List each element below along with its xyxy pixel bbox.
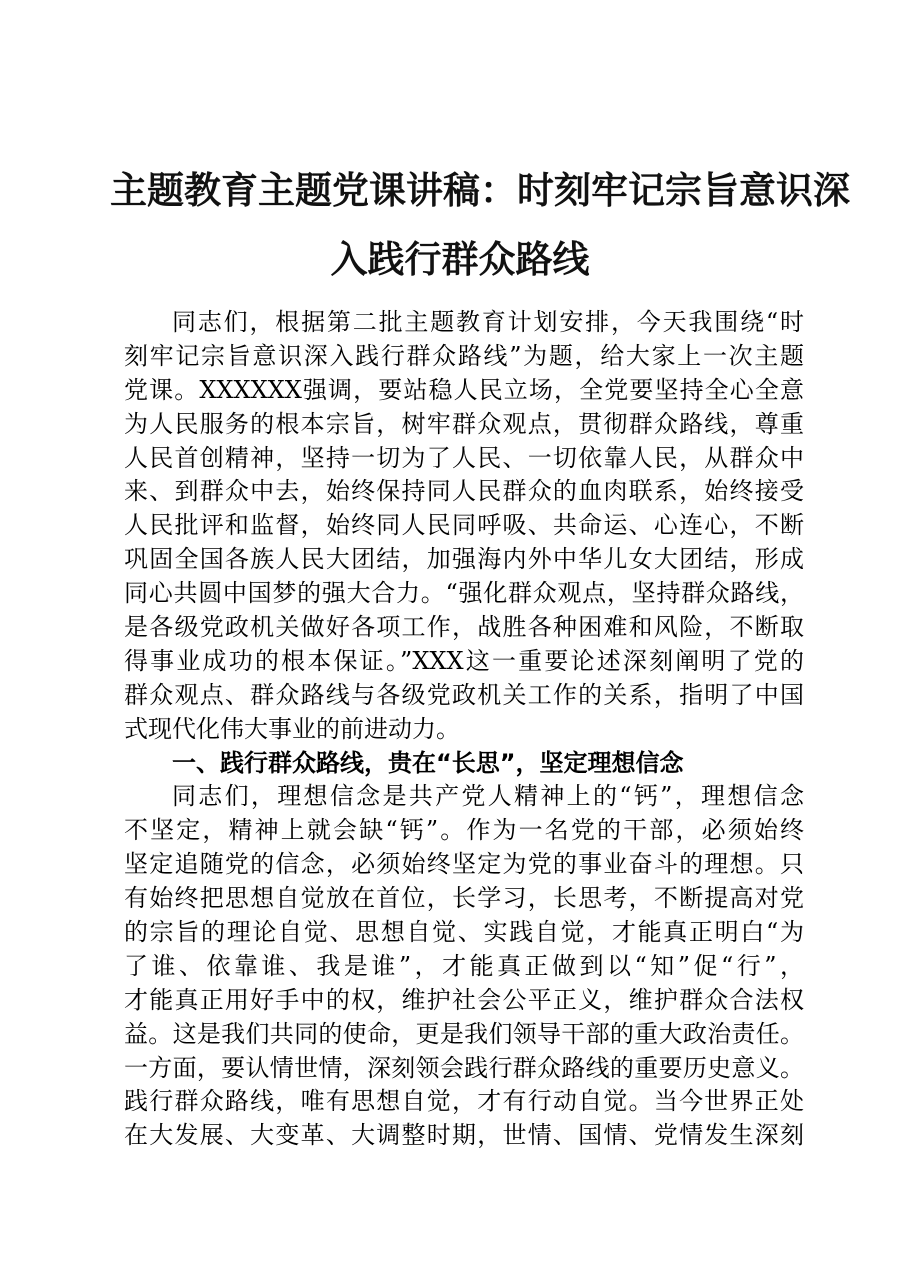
paragraph-line: 同志们，理想信念是共产党人精神上的“钙”，理想信念: [172, 782, 804, 811]
paragraph-line: 为人民服务的根本宗旨，树牢群众观点，贯彻群众路线，尊重: [124, 409, 804, 438]
document-title-line-2: 入践行群众路线: [330, 238, 590, 281]
paragraph-line: 党课。XXXXXX强调，要站稳人民立场，全党要坚持全心全意: [124, 375, 804, 404]
paragraph-line: 得事业成功的根本保证。”XXX这一重要论述深刻阐明了党的: [124, 646, 804, 675]
paragraph-line: 人民首创精神，坚持一切为了人民、一切依靠人民，从群众中: [124, 443, 804, 472]
document-title-line-1: 主题教育主题党课讲稿：时刻牢记宗旨意识深: [110, 169, 850, 212]
section-heading: 一、践行群众路线，贵在“长思”，坚定理想信念: [172, 748, 684, 777]
paragraph-line: 是各级党政机关做好各项工作，战胜各种困难和风险，不断取: [124, 613, 804, 642]
paragraph-line: 不坚定，精神上就会缺“钙”。作为一名党的干部，必须始终: [124, 816, 804, 845]
paragraph-line: 了谁、依靠谁、我是谁”，才能真正做到以“知”促“行”，: [124, 951, 804, 980]
paragraph-line: 才能真正用好手中的权，维护社会公平正义，维护群众合法权: [124, 985, 804, 1014]
paragraph-line: 同心共圆中国梦的强大合力。“强化群众观点，坚持群众路线，: [124, 579, 804, 608]
paragraph-line: 践行群众路线，唯有思想自觉，才有行动自觉。当今世界正处: [124, 1087, 804, 1116]
paragraph-line: 巩固全国各族人民大团结，加强海内外中华儿女大团结，形成: [124, 545, 804, 574]
paragraph-line: 坚定追随党的信念，必须始终坚定为党的事业奋斗的理想。只: [124, 850, 804, 879]
paragraph-line: 同志们，根据第二批主题教育计划安排，今天我围绕“时: [172, 308, 804, 336]
paragraph-line: 人民批评和监督，始终同人民同呼吸、共命运、心连心，不断: [124, 511, 804, 540]
document-body: [124, 306, 804, 1153]
paragraph-line: 一方面，要认情世情，深刻领会践行群众路线的重要历史意义。: [124, 1053, 804, 1082]
paragraph-line: 的宗旨的理论自觉、思想自觉、实践自觉，才能真正明白“为: [124, 918, 804, 947]
paragraph-line: 来、到群众中去，始终保持同人民群众的血肉联系，始终接受: [124, 477, 804, 506]
paragraph-line: 在大发展、大变革、大调整时期，世情、国情、党情发生深刻: [124, 1121, 804, 1150]
paragraph-line: 式现代化伟大事业的前进动力。: [124, 714, 460, 743]
paragraph-line: 刻牢记宗旨意识深入践行群众路线”为题，给大家上一次主题: [124, 341, 804, 370]
paragraph-line: 有始终把思想自觉放在首位，长学习，长思考，不断提高对党: [124, 884, 804, 913]
paragraph-line: 益。这是我们共同的使命，更是我们领导干部的重大政治责任。: [124, 1019, 804, 1048]
paragraph-line: 群众观点、群众路线与各级党政机关工作的关系，指明了中国: [124, 680, 804, 709]
